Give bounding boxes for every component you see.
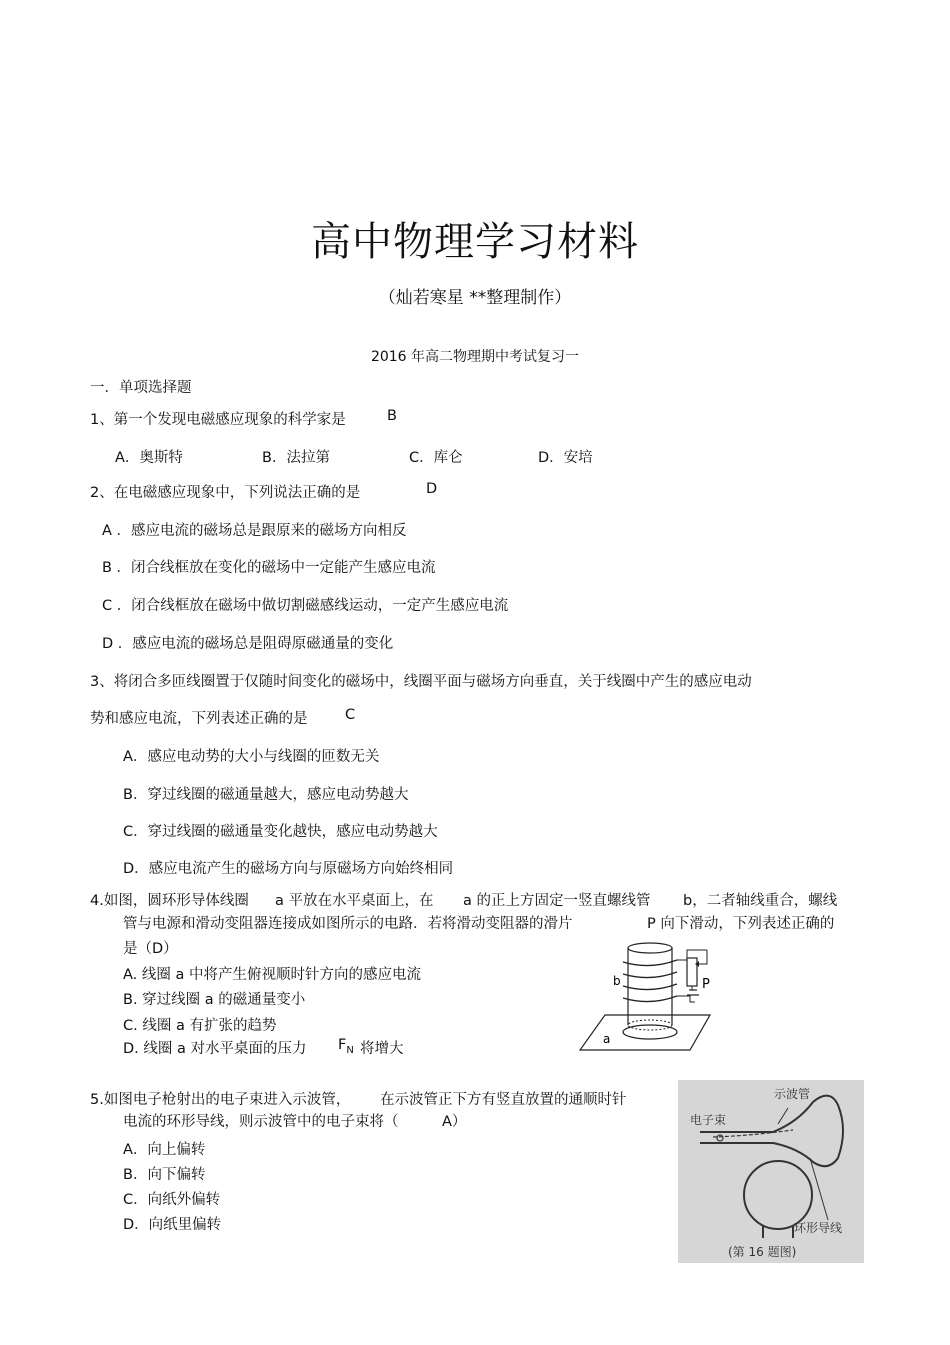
figure-caption: (第 16 题图) [728, 1245, 797, 1259]
solenoid-diagram [575, 940, 725, 1055]
q2-option-d: D ．感应电流的磁场总是阻碍原磁通量的变化 [102, 636, 394, 652]
q5-option-a: A．向上偏转 [123, 1142, 206, 1158]
label-tube: 示波管 [774, 1087, 811, 1101]
q5-line1-part1: 5.如图电子枪射出的电子束进入示波管， [90, 1092, 351, 1108]
q4-option-a: A. 线圈 a 中将产生俯视顺时针方向的感应电流 [123, 967, 421, 983]
q1-text: 1、第一个发现电磁感应现象的科学家是 [90, 412, 346, 428]
section-heading: 一．单项选择题 [90, 380, 192, 396]
label-wire: 环形导线 [794, 1221, 843, 1235]
q1-answer: B [387, 408, 397, 424]
q5-line2-part1: 电流的环形导线，则示波管中的电子束将（ [123, 1114, 399, 1130]
q3-option-c: C．穿过线圈的磁通量变化越快，感应电动势越大 [123, 824, 438, 840]
q3-text-line2: 势和感应电流，下列表述正确的是 [90, 711, 308, 727]
label-beam: 电子束 [690, 1113, 727, 1127]
q4-line1-part1: 4.如图，圆环形导体线圈 [90, 893, 249, 909]
q4-line1-part3: a 的正上方固定一竖直螺线管 [463, 893, 651, 909]
page-title: 高中物理学习材料 [311, 219, 639, 265]
q4-force-symbol: F [338, 1037, 347, 1053]
q1-option-d: D．安培 [538, 450, 593, 466]
q3-option-d: D．感应电流产生的磁场方向与原磁场方向始终相同 [123, 861, 454, 877]
q5-option-c: C．向纸外偏转 [123, 1192, 221, 1208]
q3-text-line1: 3、将闭合多匝线圈置于仅随时间变化的磁场中，线圈平面与磁场方向垂直，关于线圈中产生的感应电动 [90, 674, 752, 690]
label-p: P [702, 977, 710, 992]
q4-line1-part4: b，二者轴线重合，螺线 [683, 893, 838, 909]
oscilloscope-diagram [678, 1080, 864, 1263]
q3-option-a: A．感应电动势的大小与线圈的匝数无关 [123, 749, 380, 765]
q4-line2-part2: P 向下滑动，下列表述正确的 [647, 916, 835, 932]
q3-option-b: B．穿过线圈的磁通量越大，感应电动势越大 [123, 787, 409, 803]
q5-line1-part2: 在示波管正下方有竖直放置的通顺时针 [380, 1092, 627, 1108]
q1-option-b: B．法拉第 [262, 450, 330, 466]
q2-option-a: A ．感应电流的磁场总是跟原来的磁场方向相反 [102, 523, 407, 539]
q5-option-b: B．向下偏转 [123, 1167, 206, 1183]
q4-option-b: B. 穿过线圈 a 的磁通量变小 [123, 992, 306, 1008]
q2-text: 2、在电磁感应现象中，下列说法正确的是 [90, 485, 361, 501]
q4-force-subscript: N [346, 1044, 354, 1056]
q4-force-tail: 将增大 [360, 1041, 404, 1057]
q3-answer: C [345, 707, 356, 723]
label-b: b [613, 974, 621, 988]
q4-line2-part1: 管与电源和滑动变阻器连接成如图所示的电路．若将滑动变阻器的滑片 [123, 916, 573, 932]
q4-line1-part2: a 平放在水平桌面上，在 [275, 893, 434, 909]
q4-force-label [338, 1037, 354, 1056]
q4-line3: 是（D） [123, 941, 178, 957]
q2-answer: D [426, 481, 438, 497]
q2-option-b: B ．闭合线框放在变化的磁场中一定能产生感应电流 [102, 560, 436, 576]
q5-option-d: D．向纸里偏转 [123, 1217, 222, 1233]
exam-title: 2016 年高二物理期中考试复习一 [370, 349, 580, 365]
q1-option-a: A．奥斯特 [115, 450, 183, 466]
q1-option-c: C．库仑 [409, 450, 463, 466]
q2-option-c: C ．闭合线框放在磁场中做切割磁感线运动，一定产生感应电流 [102, 598, 509, 614]
q5-line2-part2: A） [442, 1114, 467, 1130]
label-a: a [603, 1032, 611, 1046]
page-subtitle: （灿若寒星 **整理制作） [378, 288, 572, 308]
q4-option-c: C. 线圈 a 有扩张的趋势 [123, 1018, 277, 1034]
q4-option-d: D. 线圈 a 对水平桌面的压力 [123, 1041, 307, 1057]
